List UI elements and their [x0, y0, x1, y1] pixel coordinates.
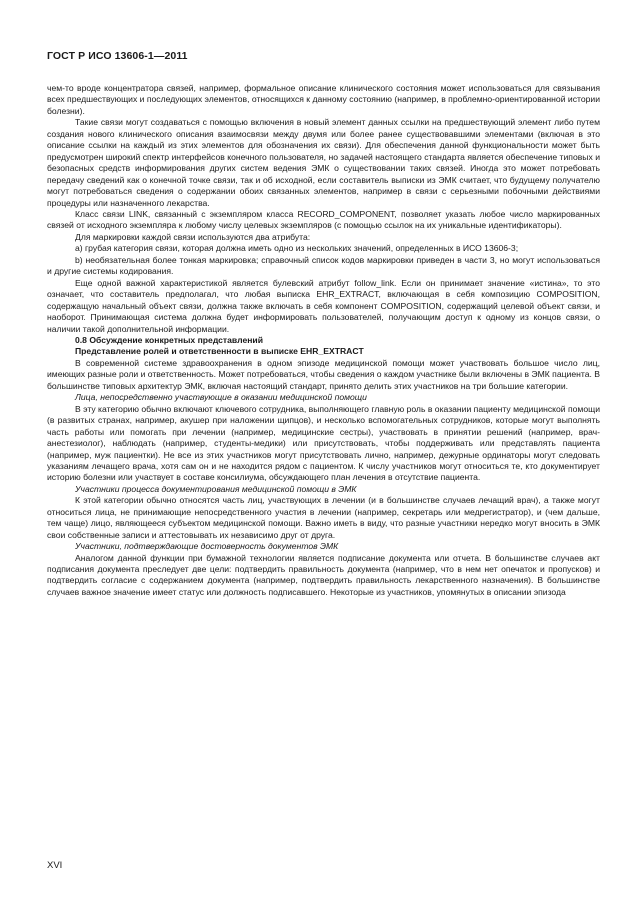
category-heading: Участники, подтверждающие достоверность документов ЭМК — [75, 541, 339, 552]
list-item: a) грубая категория связи, которая должна иметь одно из нескольких значений, определенных в ИСО 13606-3; — [75, 243, 519, 254]
paragraph: Для маркировки каждой связи используются два атрибута: — [75, 231, 311, 242]
category-heading: Участники процесса документирования медицинской помощи в ЭМК — [75, 483, 357, 494]
paragraph: В эту категорию обычно включают ключевого сотрудника, выполняющего главную роль в оказании пациенту медицинской помощи (в развитых странах, например, акушер при наложении щипцов), и несколько вспомогательных сотрудников, которые могут выполнять часть работы или помогать при лечении (например, медицинские сестры), участвовать в принятии решений (например, врач-анестезиолог), наблюдать (например, студенты-медики) или присутствовать, чтобы поддерживать или представлять пациента (например, муж пациентки). Не все из этих участников могут присутствовать лично, например, дежурные ординаторы могут следовать указаниям лечащего врача, хотя сам он и не находится рядом с пациентом. К числу участников могут относиться те, кто документирует историю болезни или участвует в составе консилиума, обсуждающего план лечения в отсутствие пациента. — [47, 403, 600, 483]
subsection-heading: Представление ролей и ответственности в выписке EHR_EXTRACT — [75, 346, 364, 357]
page-body — [47, 83, 600, 598]
page-number: XVI — [47, 860, 63, 871]
paragraph: К этой категории обычно относятся часть лиц, участвующих в лечении (и в большинстве случаев лечащий врач), а также могут относиться лица, не принимающие непосредственного участия в лечении (например, секретарь или медрегистратор), и (чем дальше, тем чаще) лицо, являющееся субъектом медицинской помощи. Важно иметь в виду, что разные участники нередко могут вносить в ЭМК свои собственные записи и аттестовывать их независимо друг от друга. — [47, 495, 600, 540]
paragraph: Класс связи LINK, связанный с экземпляром класса RECORD_COMPONENT, позволяет указать любое число маркированных связей от исходного экземпляра к любому числу целевых экземпляров (с помощью ссылок на их уникальные идентификаторы). — [47, 208, 600, 231]
paragraph: Еще одной важной характеристикой является булевский атрибут follow_link. Если он принимает значение «истина», то это означает, что составитель предполагал, что любая выписка EHR_EXTRACT, включающая в себя композицию COMPOSITION, содержащую начальный объект связи, должна также включать в себя компонент COMPOSITION, содержащий целевой объект связи, и наоборот. Принимающая система должна будет информировать пользователей, получающим доступ к одному из концов связи, о наличии такой дополнительной информации. — [47, 277, 600, 334]
page-header: ГОСТ Р ИСО 13606-1—2011 — [47, 50, 188, 62]
section-heading: 0.8 Обсуждение конкретных представлений — [75, 334, 263, 345]
paragraph: чем-то вроде концентратора связей, например, формальное описание клинического состояния может использоваться для связывания всех предшествующих и последующих элементов, относящихся к данному состоянию (например, в проблемно-ориентированной истории болезни). — [47, 83, 600, 116]
paragraph: В современной системе здравоохранения в одном эпизоде медицинской помощи может участвовать большое число лиц, имеющих разные роли и ответственность. Может потребоваться, чтобы сведения о каждом участнике были включены в ЭМК пациента. В большинстве типовых архитектур ЭМК, включая настоящий стандарт, принято делить этих участников на три большие категории. — [47, 357, 600, 391]
category-heading: Лица, непосредственно участвующие в оказании медицинской помощи — [75, 392, 367, 403]
paragraph: Такие связи могут создаваться с помощью включения в новый элемент данных ссылки на предшествующий элемент либо путем создания нового клинического описания взаимосвязи между двумя или более ранее существовавшими элементами (включая в это описание ссылки на каждый из этих элементов для обозначения их связи). Для обеспечения данной функциональности может быть предусмотрен широкий спектр интерфейсов конечного пользователя, но задачей настоящего стандарта является обеспечение типовых и безопасных средств информирования других систем ведения ЭМК о существовании таких связей. Иногда это может потребовать передачу сведений как о конечной точке связи, так и об исходной, если составитель выписки из ЭМК считает, что будущему получателю могут потребоваться сведения о содержании обоих связанных элементов, например в связи с серьезными побочными действиями процедуры или назначенного лекарства. — [47, 117, 600, 208]
list-item: b) необязательная более тонкая маркировка; справочный список кодов маркировки приведен в части 3, но могут использоваться и другие системы кодирования. — [47, 254, 600, 277]
paragraph: Аналогом данной функции при бумажной технологии является подписание документа или отчета. В большинстве случаев акт подписания документа преследует две цели: подтвердить правильность документа (например, что в нем нет опечаток и пропусков) и подтвердить согласие с содержанием документа (например, подтвердить правильность лекарственного назначения). В большинстве случаев важное значение имеет статус или должность подписавшего. Некоторые из участников, упомянутых в описании эпизода — [47, 552, 600, 597]
